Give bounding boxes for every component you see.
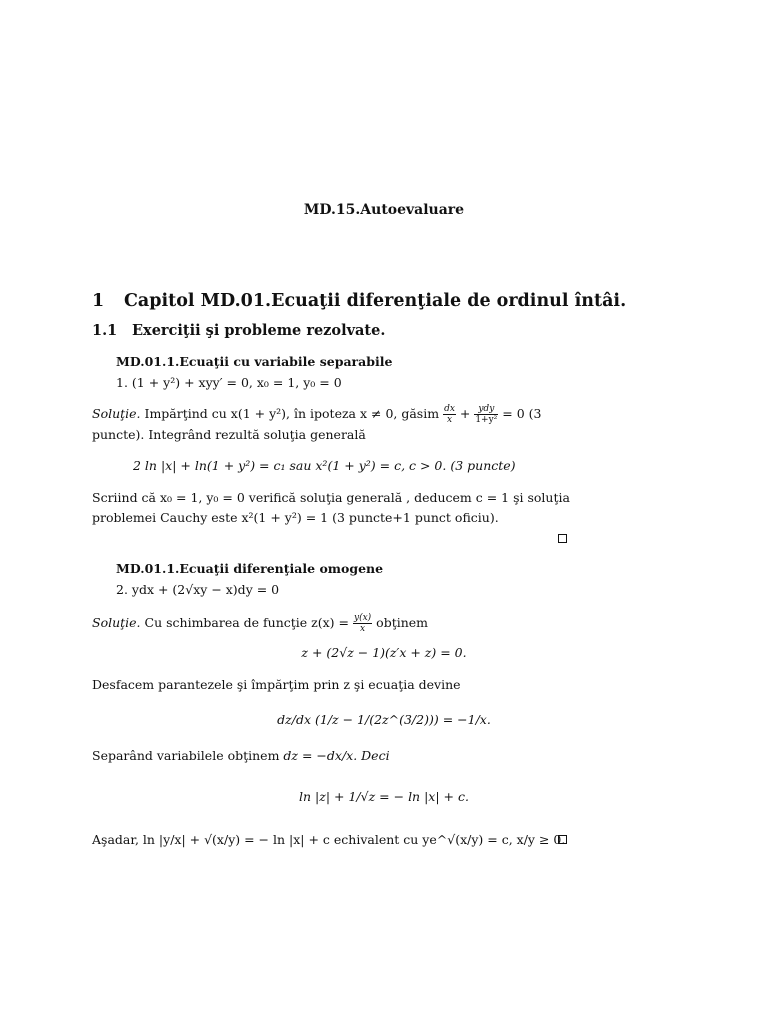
- fraction-dx-x: $\frac{dx}{x}$: [444, 404, 455, 425]
- exercise1-solution-line2: puncte). Integrând rezultă soluţia generală: [92, 427, 366, 442]
- qed-square: [558, 534, 567, 543]
- exercise2-equation2: dz/dx (1/z − 1/(2z^(3/2))) = −1/x.: [277, 712, 491, 727]
- section-title: Exerciţii şi probleme rezolvate.: [132, 322, 386, 339]
- exercise2-equation3: ln |z| + 1/√z = − ln |x| + c.: [299, 789, 469, 804]
- exercise2-solution-line: [92, 613, 428, 634]
- exercise1-conclusion-line2: problemei Cauchy este x²(1 + y²) = 1 (3 puncte+1 punct oficiu).: [92, 510, 499, 525]
- exercise1-equation: 2 ln |x| + ln(1 + y²) = c₁ sau x²(1 + y²) = c, c > 0. (3 puncte): [133, 458, 516, 473]
- exercise1-conclusion-line1: Scriind că x₀ = 1, y₀ = 0 verifică soluţia generală , deducem c = 1 şi soluţia: [92, 490, 570, 505]
- text3-end: dz = −dx/x. Deci: [283, 748, 390, 763]
- document-title: MD.15.Autoevaluare: [303, 202, 465, 218]
- exercise2-heading: MD.01.1.Ecuaţii diferenţiale omogene: [116, 561, 384, 576]
- exercise2-text2: Desfacem parantezele şi împărţim prin z şi ecuaţia devine: [92, 677, 461, 692]
- exercise1-solution-line1: Soluţie. Impărţind cu x(1 + y²), în ipoteza x ≠ 0, găsim $\frac{dx}{x}$ + $\frac{\text{ydy}}{\text{1+y²}}$ = 0 (3: [92, 404, 542, 425]
- qed-square: [558, 835, 567, 844]
- chapter-title: Capitol MD.01.Ecuaţii diferenţiale de ordinul întâi.: [124, 291, 627, 311]
- fraction-ydy: $\frac{\text{ydy}}{\text{1+y²}}$: [475, 404, 498, 425]
- solution-text: Cu schimbarea de funcţie z(x) =: [144, 615, 350, 630]
- exercise2-text3-line: [92, 748, 390, 763]
- text3: Separând variabilele obţinem: [92, 748, 280, 763]
- section-number: 1.1: [92, 322, 118, 339]
- exercise2-conclusion: Aşadar, ln |y/x| + √(x/y) = − ln |x| + c echivalent cu ye^√(x/y) = c, x/y ≥ 0.: [92, 832, 566, 847]
- exercise2-statement: 2. ydx + (2√xy − x)dy = 0: [116, 582, 280, 597]
- solution-text-end: = 0 (3: [502, 406, 542, 421]
- solution-label: Soluţie.: [92, 615, 141, 630]
- solution-text: Impărţind cu x(1 + y²), în ipoteza x ≠ 0, găsim: [144, 406, 440, 421]
- exercise1-statement: 1. (1 + y²) + xyy′ = 0, x₀ = 1, y₀ = 0: [116, 375, 342, 390]
- solution-label: Soluţie.: [92, 406, 141, 421]
- exercise2-equation1: z + (2√z − 1)(z′x + z) = 0.: [301, 645, 467, 660]
- chapter-number: 1: [92, 291, 105, 311]
- exercise1-heading: MD.01.1.Ecuaţii cu variabile separabile: [116, 354, 393, 369]
- fraction-y-over-x: $\frac{y(x)}{x}$: [354, 613, 372, 634]
- solution-text-end: obţinem: [376, 615, 429, 630]
